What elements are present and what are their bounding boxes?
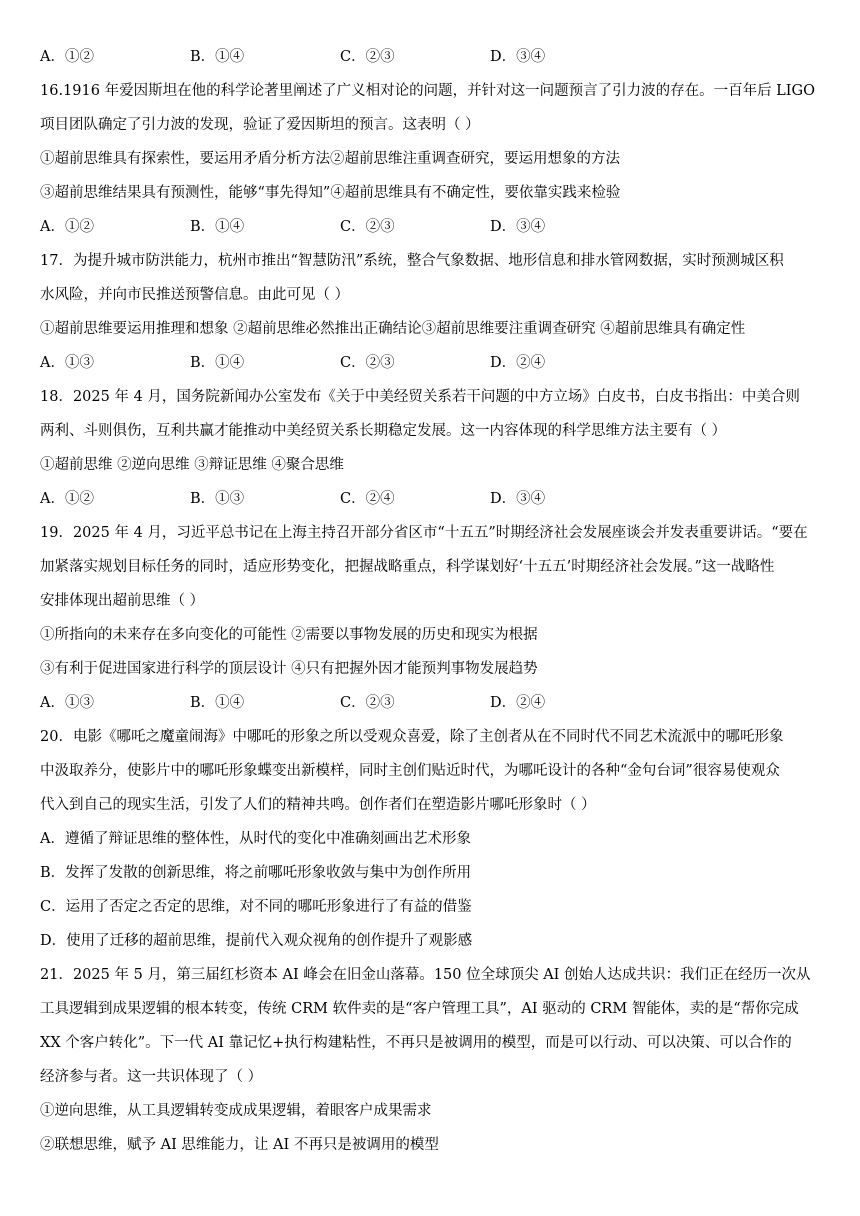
q18-statement-line: ①超前思维 ②逆向思维 ③辩证思维 ④聚合思维 xyxy=(40,457,344,473)
q19-stem-line: 加紧落实规划目标任务的同时，适应形势变化，把握战略重点，科学谋划好‘十五五’时期经济社会发展。”这一战略性 xyxy=(40,559,775,575)
q21-statement-line: ①逆向思维，从工具逻辑转变成成果逻辑，着眼客户成果需求 xyxy=(40,1103,432,1119)
q21-statement-line: ②联想思维，赋予 AI 思维能力，让 AI 不再只是被调用的模型 xyxy=(40,1137,439,1153)
q19-stem-line: 19．2025 年 4 月，习近平总书记在上海主持召开部分省区市“十五五”时期经济社会发展座谈会并发表重要讲话。“要在 xyxy=(40,525,808,541)
q20-option-b[interactable]: B．发挥了发散的创新思维，将之前哪吒形象收敛与集中为创作所用 xyxy=(40,865,472,881)
q17-options xyxy=(40,353,830,373)
option-b[interactable]: B．①④ xyxy=(190,355,245,371)
option-b[interactable]: B．①④ xyxy=(190,219,245,235)
option-b[interactable]: B．①③ xyxy=(190,491,245,507)
q21-stem-line: XX 个客户转化”。下一代 AI 靠记忆+执行构建粘性，不再只是被调用的模型，而是可以行动、可以决策、可以合作的 xyxy=(40,1035,792,1051)
option-d[interactable]: D．③④ xyxy=(490,491,546,507)
q20-stem-line: 20．电影《哪吒之魔童闹海》中哪吒的形象之所以受观众喜爱，除了主创者从在不同时代不同艺术流派中的哪吒形象 xyxy=(40,729,784,745)
q16-statement-line: ①超前思维具有探索性，要运用矛盾分析方法②超前思维注重调查研究，要运用想象的方法 xyxy=(40,151,620,167)
q21-stem-line: 21．2025 年 5 月，第三届红杉资本 AI 峰会在旧金山落幕。150 位全球顶尖 AI 创始人达成共识：我们正在经历一次从 xyxy=(40,967,811,983)
q20-option-c[interactable]: C．运用了否定之否定的思维，对不同的哪吒形象进行了有益的借鉴 xyxy=(40,899,472,915)
option-a[interactable]: A．①② xyxy=(40,49,94,65)
option-a[interactable]: A．①③ xyxy=(40,355,94,371)
q20-stem-line: 中汲取养分，使影片中的哪吒形象蝶变出新模样，同时主创们贴近时代，为哪吒设计的各种“金句台词”很容易使观众 xyxy=(40,763,780,779)
option-d[interactable]: D．②④ xyxy=(490,695,546,711)
option-c[interactable]: C．②③ xyxy=(340,695,395,711)
option-d[interactable]: D．③④ xyxy=(490,49,546,65)
q18-stem-line: 两利、斗则俱伤，互利共赢才能推动中美经贸关系长期稳定发展。这一内容体现的科学思维方法主要有（ ） xyxy=(40,423,727,439)
q20-option-d[interactable]: D．使用了迁移的超前思维，提前代入观众视角的创作提升了观影感 xyxy=(40,933,473,949)
option-c[interactable]: C．②③ xyxy=(340,219,395,235)
q21-stem-line: 经济参与者。这一共识体现了（ ） xyxy=(40,1069,263,1085)
q19-statement-line: ①所指向的未来存在多向变化的可能性 ②需要以事物发展的历史和现实为根据 xyxy=(40,627,538,643)
q18-stem-line: 18．2025 年 4 月，国务院新闻办公室发布《关于中美经贸关系若干问题的中方立场》白皮书，白皮书指出：中美合则 xyxy=(40,389,800,405)
option-a[interactable]: A．①② xyxy=(40,491,94,507)
option-c[interactable]: C．②④ xyxy=(340,491,395,507)
option-a[interactable]: A．①② xyxy=(40,219,94,235)
q17-stem-line: 17．为提升城市防洪能力，杭州市推出“智慧防汛”系统，整合气象数据、地形信息和排水管网数据，实时预测城区积 xyxy=(40,253,784,269)
option-c[interactable]: C．②③ xyxy=(340,355,395,371)
q16-stem-line: 16.1916 年爱因斯坦在他的科学论著里阐述了广义相对论的问题，并针对这一问题预言了引力波的存在。一百年后 LIGO xyxy=(40,83,816,99)
q18-options xyxy=(40,489,830,509)
q15-options xyxy=(40,47,830,67)
q16-options xyxy=(40,217,830,237)
q20-option-a[interactable]: A．遵循了辩证思维的整体性，从时代的变化中准确刻画出艺术形象 xyxy=(40,831,471,847)
q17-statement-line: ①超前思维要运用推理和想象 ②超前思维必然推出正确结论③超前思维要注重调查研究 ④超前思维具有确定性 xyxy=(40,321,746,337)
option-c[interactable]: C．②③ xyxy=(340,49,395,65)
q16-statement-line: ③超前思维结果具有预测性，能够“事先得知”④超前思维具有不确定性，要依靠实践来检验 xyxy=(40,185,621,201)
option-b[interactable]: B．①④ xyxy=(190,49,245,65)
q19-stem-line: 安排体现出超前思维（ ） xyxy=(40,593,205,609)
q17-stem-line: 水风险，并向市民推送预警信息。由此可见（ ） xyxy=(40,287,350,303)
q21-stem-line: 工具逻辑到成果逻辑的根本转变，传统 CRM 软件卖的是“客户管理工具”，AI 驱动的 CRM 智能体，卖的是“帮你完成 xyxy=(40,1001,799,1017)
q19-statement-line: ③有利于促进国家进行科学的顶层设计 ④只有把握外因才能预判事物发展趋势 xyxy=(40,661,538,677)
option-b[interactable]: B．①④ xyxy=(190,695,245,711)
option-d[interactable]: D．②④ xyxy=(490,355,546,371)
q19-options xyxy=(40,693,830,713)
q16-stem-line: 项目团队确定了引力波的发现，验证了爱因斯坦的预言。这表明（ ） xyxy=(40,117,480,133)
option-a[interactable]: A．①③ xyxy=(40,695,94,711)
q20-stem-line: 代入到自己的现实生活，引发了人们的精神共鸣。创作者们在塑造影片哪吒形象时（ ） xyxy=(40,797,596,813)
option-d[interactable]: D．③④ xyxy=(490,219,546,235)
